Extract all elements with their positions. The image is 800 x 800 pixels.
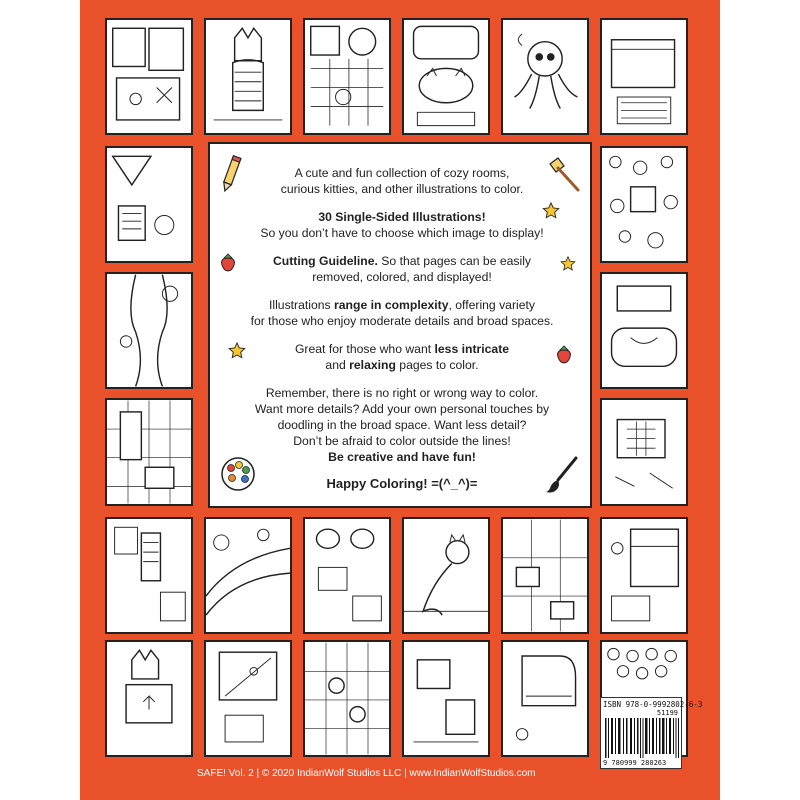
feature-relaxing-line-1: [210, 342, 594, 357]
star-icon: [542, 202, 560, 220]
price-code: 51199: [656, 709, 678, 717]
thumbnail-piano: [501, 640, 589, 757]
feature-complexity-post: , offering variety: [448, 298, 535, 312]
intro-line-2: curious kitties, and other illustrations to color.: [280, 182, 524, 196]
pencil-icon: [218, 154, 244, 194]
thumbnail-pool-table: [204, 640, 292, 757]
feature-cutting-line-2: removed, colored, and displayed!: [312, 270, 492, 284]
happy-coloring-bold: Happy Coloring! =(^_^)=: [326, 476, 478, 491]
feature-cutting-text-1: So that pages can be easily: [377, 254, 532, 268]
isbn-label: ISBN 978-0-9992802-6-3: [603, 700, 703, 709]
feature-single-sided-text: So you don’t have to choose which image to display!: [260, 226, 544, 240]
thumbnail-river: [204, 517, 292, 634]
feature-complexity-bold: range in complexity: [334, 298, 449, 312]
feature-complexity-line-1: [210, 298, 594, 313]
thumbnail-game-room: [600, 398, 688, 506]
feature-complexity-pre: Illustrations: [269, 298, 335, 312]
barcode-bars: [605, 718, 679, 758]
feature-cutting-line-1: [210, 254, 594, 269]
thumbnail-lounge-chair: [105, 398, 193, 506]
thumbnail-box-cat: [105, 640, 193, 757]
feature-relaxing-pre: Great for those who want: [294, 342, 435, 356]
thumbnail-food-pattern: [600, 146, 688, 263]
star-icon: [228, 342, 246, 360]
star-icon: [560, 256, 576, 272]
paint-palette-icon: [220, 456, 256, 492]
remember-line-4: Don’t be afraid to color outside the lines!: [293, 434, 511, 448]
strawberry-icon: [556, 344, 572, 364]
thumbnail-lounge: [402, 640, 490, 757]
thumbnail-scattered-room: [501, 517, 589, 634]
feature-relaxing-line-2: [210, 358, 594, 373]
description-panel: [208, 142, 592, 508]
thumbnail-barrels: [303, 517, 391, 634]
thumbnail-bathroom: [105, 146, 193, 263]
remember-line-3: doodling in the broad space. Want less detail?: [277, 418, 527, 432]
thumbnail-cozy-bed: [600, 517, 688, 634]
feature-relaxing-bold-1: less intricate: [434, 342, 510, 356]
thumbnail-bedroom-rug: [600, 18, 688, 135]
feature-single-sided-bold: 30 Single-Sided Illustrations!: [318, 210, 486, 224]
thumbnail-pool: [105, 272, 193, 389]
paintbrush-icon: [544, 156, 584, 192]
ean-number: 9 780999 280263: [603, 759, 667, 767]
footer-credits: SAFE! Vol. 2 | © 2020 IndianWolf Studios LLC | www.IndianWolfStudios.com: [197, 768, 536, 779]
thumbnail-mermaid-cat: [402, 517, 490, 634]
feature-relaxing-line2-pre: and: [325, 358, 350, 372]
thumbnail-bedroom: [105, 18, 193, 135]
feature-relaxing-line2-post: pages to color.: [395, 358, 479, 372]
happy-coloring: [210, 476, 594, 491]
thumbnail-garden: [303, 640, 391, 757]
remember-line-1: Remember, there is no right or wrong way to color.: [265, 386, 539, 400]
thumbnail-plant-room: [105, 517, 193, 634]
strawberry-icon: [220, 252, 236, 272]
paintbrush-icon: [542, 454, 582, 494]
thumbnail-octopus: [501, 18, 589, 135]
isbn-barcode: [600, 697, 703, 769]
feature-complexity-line-2: for those who enjoy moderate details and broad spaces.: [250, 314, 554, 328]
thumbnail-kitchen: [303, 18, 391, 135]
thumbnail-bandage-cat: [204, 18, 292, 135]
remember-line-2: Want more details? Add your own personal touches by: [254, 402, 550, 416]
creative-bold: Be creative and have fun!: [328, 450, 476, 464]
feature-cutting-bold: Cutting Guideline.: [272, 254, 378, 268]
intro-line-1: A cute and fun collection of cozy rooms,: [294, 166, 510, 180]
feature-single-sided-heading: [210, 210, 594, 225]
thumbnail-bath-tub: [600, 272, 688, 389]
creative-line: [210, 450, 594, 465]
thumbnail-sleeping-cat: [402, 18, 490, 135]
feature-relaxing-bold-2: relaxing: [349, 358, 396, 372]
